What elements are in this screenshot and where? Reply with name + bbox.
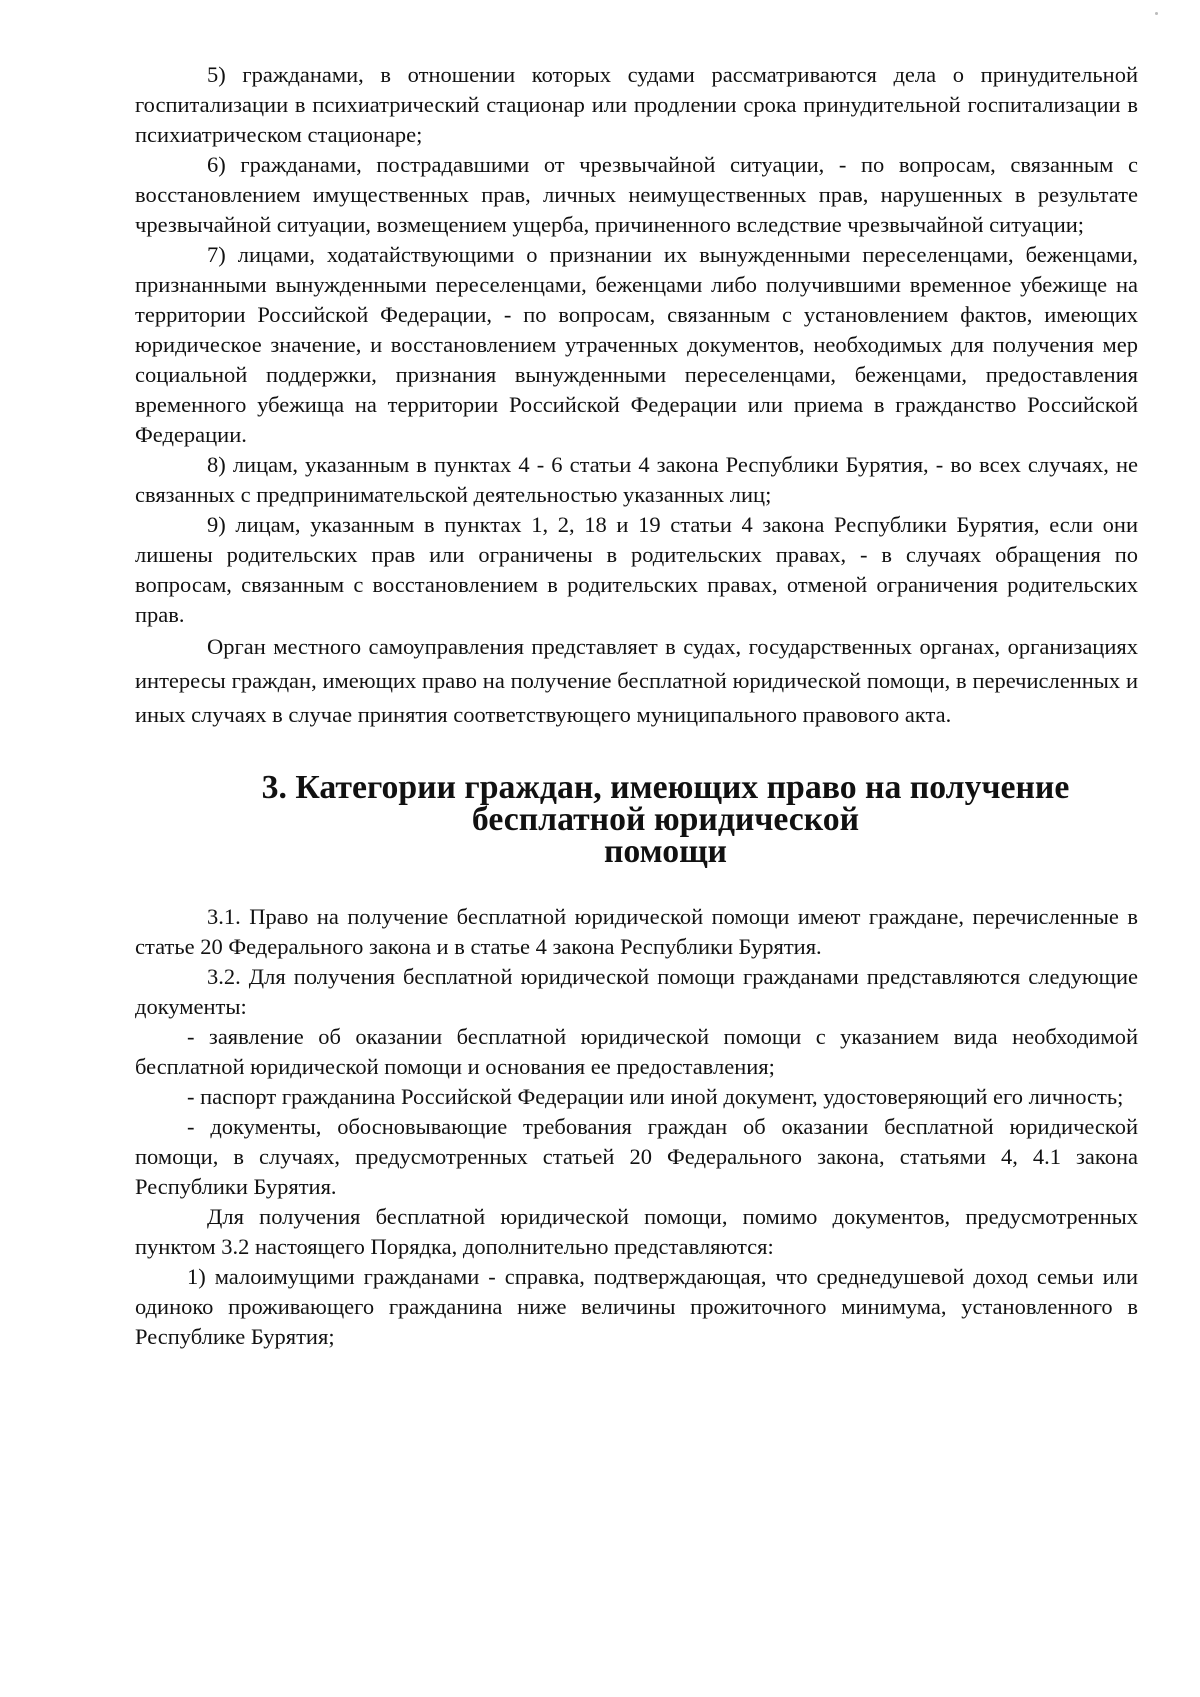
list-item-7: 7) лицами, ходатайствующими о признании их вынужденными переселенцами, беженцами, признанными вынужденными переселенцами, беженцами либо получившими временное убежище на территории Российской Федерации, - по вопросам, связанным с установлением фактов, имеющих юридическое значение, и восстановлением утраченных документов, необходимых для получения мер социальной поддержки, признания вынужденными переселенцами, беженцами, предоставления временного убежища на территории Российской Федерации или приема в гражданство Российской Федерации.: [135, 242, 1138, 447]
section-title-line2: помощи: [603, 833, 728, 870]
list-item-supporting-documents: - документы, обосновывающие требования граждан об оказании бесплатной юридической помощи, в случаях, предусмотренных статьей 20 Федерального закона, статьями 4, 4.1 закона Республики Бурятия.: [135, 1114, 1138, 1199]
list-item-5: 5) гражданами, в отношении которых судами рассматриваются дела о принудительной госпитализации в психиатрический стационар или продлении срока принудительной госпитализации в психиатрическом стационаре;: [135, 62, 1138, 147]
paragraph-3-2: 3.2. Для получения бесплатной юридической помощи гражданами представляются следующие документы:: [135, 964, 1138, 1019]
section-title: [135, 769, 1138, 870]
list-item-low-income: 1) малоимущими гражданами - справка, подтверждающая, что среднедушевой доход семьи или одиноко проживающего гражданина ниже величины прожиточного минимума, установленного в Республике Бурятия;: [135, 1264, 1138, 1349]
section-3-body: [135, 902, 1138, 1352]
scan-speck: [1155, 12, 1158, 15]
paragraph-3-1: 3.1. Право на получение бесплатной юридической помощи имеют граждане, перечисленные в статье 20 Федерального закона и в статье 4 закона Республики Бурятия.: [135, 904, 1138, 959]
list-item-9: 9) лицам, указанным в пунктах 1, 2, 18 и 19 статьи 4 закона Республики Бурятия, если они лишены родительских прав или ограничены в родительских правах, - в случаях обращения по вопросам, связанным с восстановлением в родительских правах, отменой ограничения родительских прав.: [135, 512, 1138, 627]
list-section-2-continuation: [135, 60, 1138, 732]
list-item-8: 8) лицам, указанным в пунктах 4 - 6 статьи 4 закона Республики Бурятия, - во всех случаях, не связанных с предпринимательской деятельностью указанных лиц;: [135, 452, 1138, 507]
list-item-passport: - паспорт гражданина Российской Федерации или иной документ, удостоверяющий его личность;: [187, 1084, 1124, 1109]
section-title-line1: 3. Категории граждан, имеющих право на получение бесплатной юридической: [261, 769, 1070, 838]
paragraph-additional-documents: Для получения бесплатной юридической помощи, помимо документов, предусмотренных пунктом 3.2 настоящего Порядка, дополнительно представляются:: [135, 1204, 1138, 1259]
paragraph-local-government: Орган местного самоуправления представляет в судах, государственных органах, организациях интересы граждан, имеющих право на получение бесплатной юридической помощи, в перечисленных и иных случаях в случае принятия соответствующего муниципального правового акта.: [135, 634, 1138, 727]
list-item-application: - заявление об оказании бесплатной юридической помощи с указанием вида необходимой бесплатной юридической помощи и основания ее предоставления;: [135, 1024, 1138, 1079]
list-item-6: 6) гражданами, пострадавшими от чрезвычайной ситуации, - по вопросам, связанным с восстановлением имущественных прав, личных неимущественных прав, нарушенных в результате чрезвычайной ситуации, возмещением ущерба, причиненного вследствие чрезвычайной ситуации;: [135, 152, 1138, 237]
